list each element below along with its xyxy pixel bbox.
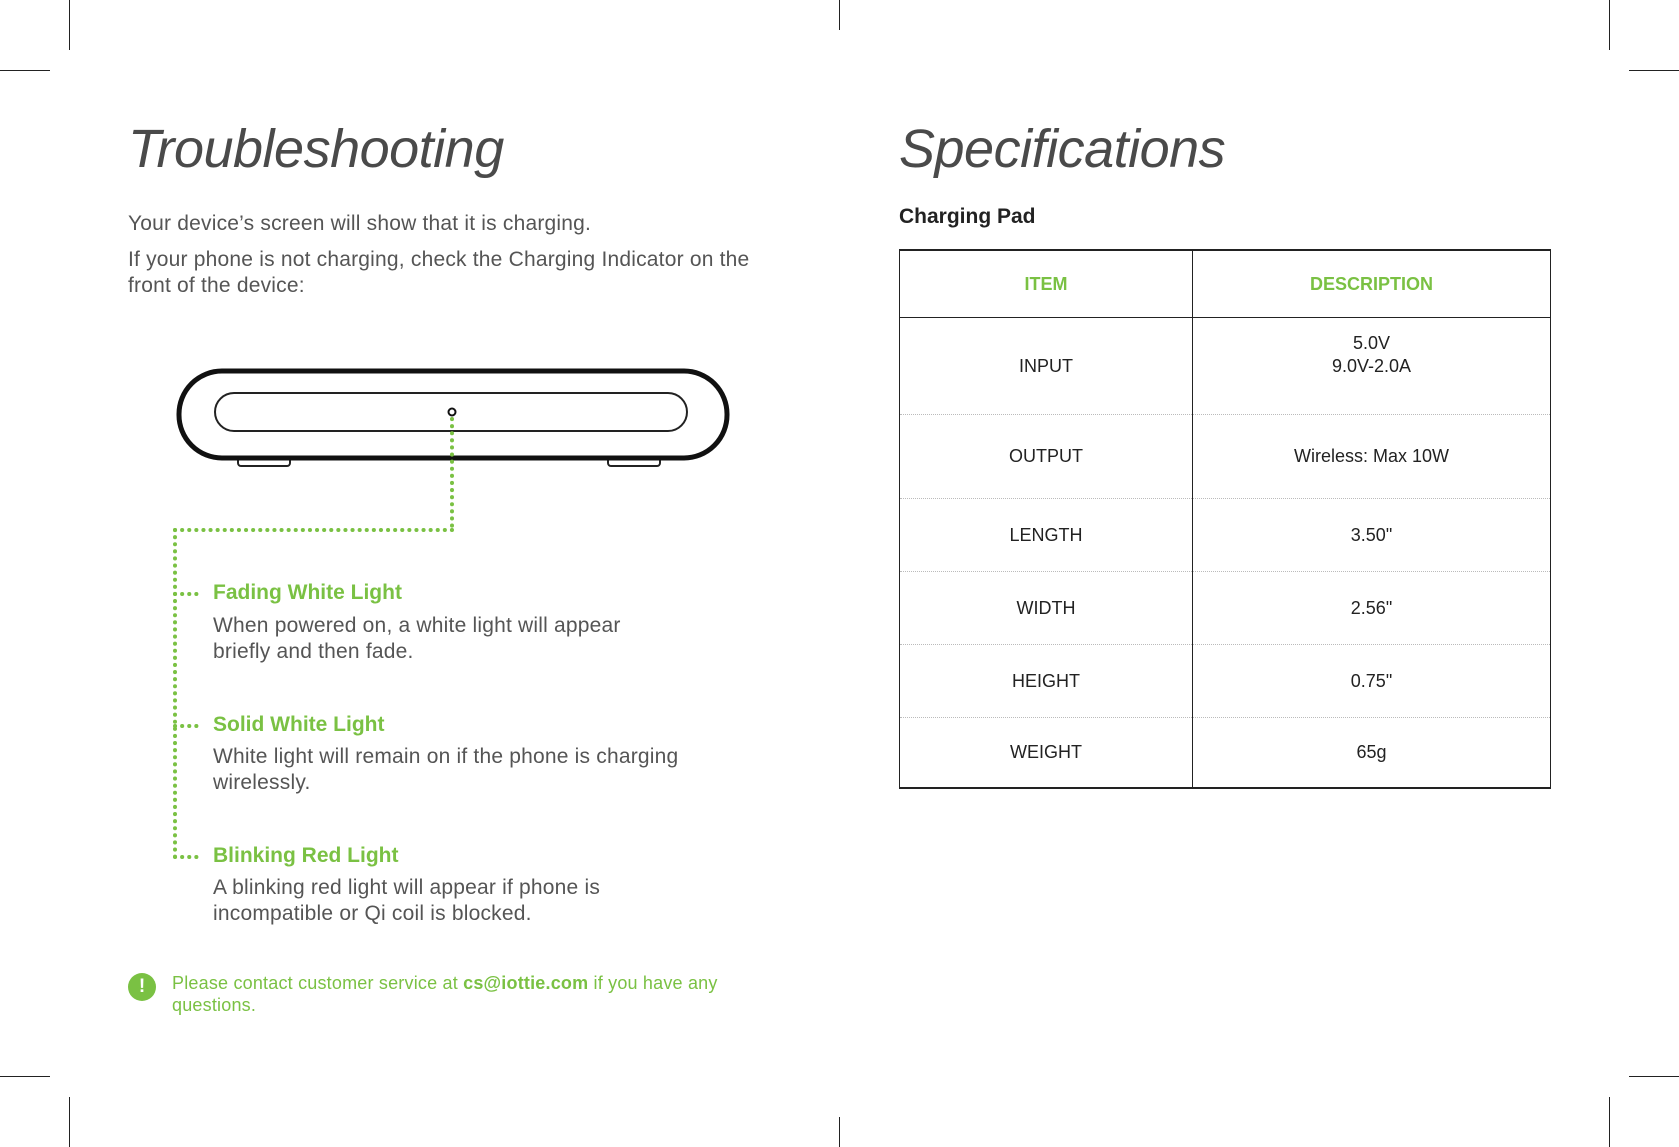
product-subtitle: Charging Pad [899, 205, 1036, 228]
column-header-description: DESCRIPTION [1193, 250, 1551, 318]
spec-value: 2.56" [1193, 572, 1551, 645]
table-row [900, 499, 1551, 572]
intro-text: Your device’s screen will show that it is charging. [128, 212, 592, 235]
spec-item: WEIGHT [900, 718, 1193, 788]
spec-value: Wireless: Max 10W [1193, 415, 1551, 499]
spec-item: LENGTH [900, 499, 1193, 572]
notice-text-end: if you have any questions. [172, 973, 718, 1015]
table-row [900, 415, 1551, 499]
led-indicator-icon [449, 409, 456, 416]
crop-mark [1629, 1076, 1679, 1077]
indicator-title: Fading White Light [213, 581, 402, 604]
indicator-description: A blinking red light will appear if phone is incompatible or Qi coil is blocked. [213, 876, 601, 925]
exclamation-icon: ! [128, 973, 156, 1001]
table-row [900, 718, 1551, 788]
indicator-title: Solid White Light [213, 713, 385, 736]
table-row [900, 318, 1551, 415]
table-row [900, 645, 1551, 718]
column-header-item: ITEM [900, 250, 1193, 318]
spec-item: WIDTH [900, 572, 1193, 645]
spec-item: INPUT [900, 318, 1193, 415]
specifications-title: Specifications [899, 119, 1226, 179]
crop-mark [69, 1097, 70, 1147]
table-row [900, 572, 1551, 645]
indicator-description: White light will remain on if the phone is charging wirelessly. [213, 745, 679, 794]
spec-value: 0.75" [1193, 645, 1551, 718]
spec-value: 3.50" [1193, 499, 1551, 572]
crop-mark [1609, 0, 1610, 50]
spec-item: OUTPUT [900, 415, 1193, 499]
crop-mark [1629, 70, 1679, 71]
specifications-table [899, 249, 1551, 789]
spec-item: HEIGHT [900, 645, 1193, 718]
crop-mark [1609, 1097, 1610, 1147]
intro-text-2: If your phone is not charging, check the Charging Indicator on the front of the device: [128, 248, 750, 297]
spec-value: 65g [1193, 718, 1551, 788]
indicator-description: When powered on, a white light will appear briefly and then fade. [213, 614, 621, 663]
table-header-row [900, 250, 1551, 318]
indicator-title: Blinking Red Light [213, 844, 399, 867]
spec-value [1193, 318, 1551, 415]
notice-text: Please contact customer service at [172, 973, 464, 993]
contact-notice [172, 972, 732, 1016]
spec-value-line: 9.0V-2.0A [1331, 356, 1412, 376]
spec-value-line: 5.0V [1352, 333, 1391, 353]
troubleshooting-title: Troubleshooting [128, 119, 504, 179]
crop-mark [0, 1076, 50, 1077]
support-email-link[interactable]: cs@iottie.com [463, 973, 589, 993]
crop-mark [839, 1117, 840, 1147]
